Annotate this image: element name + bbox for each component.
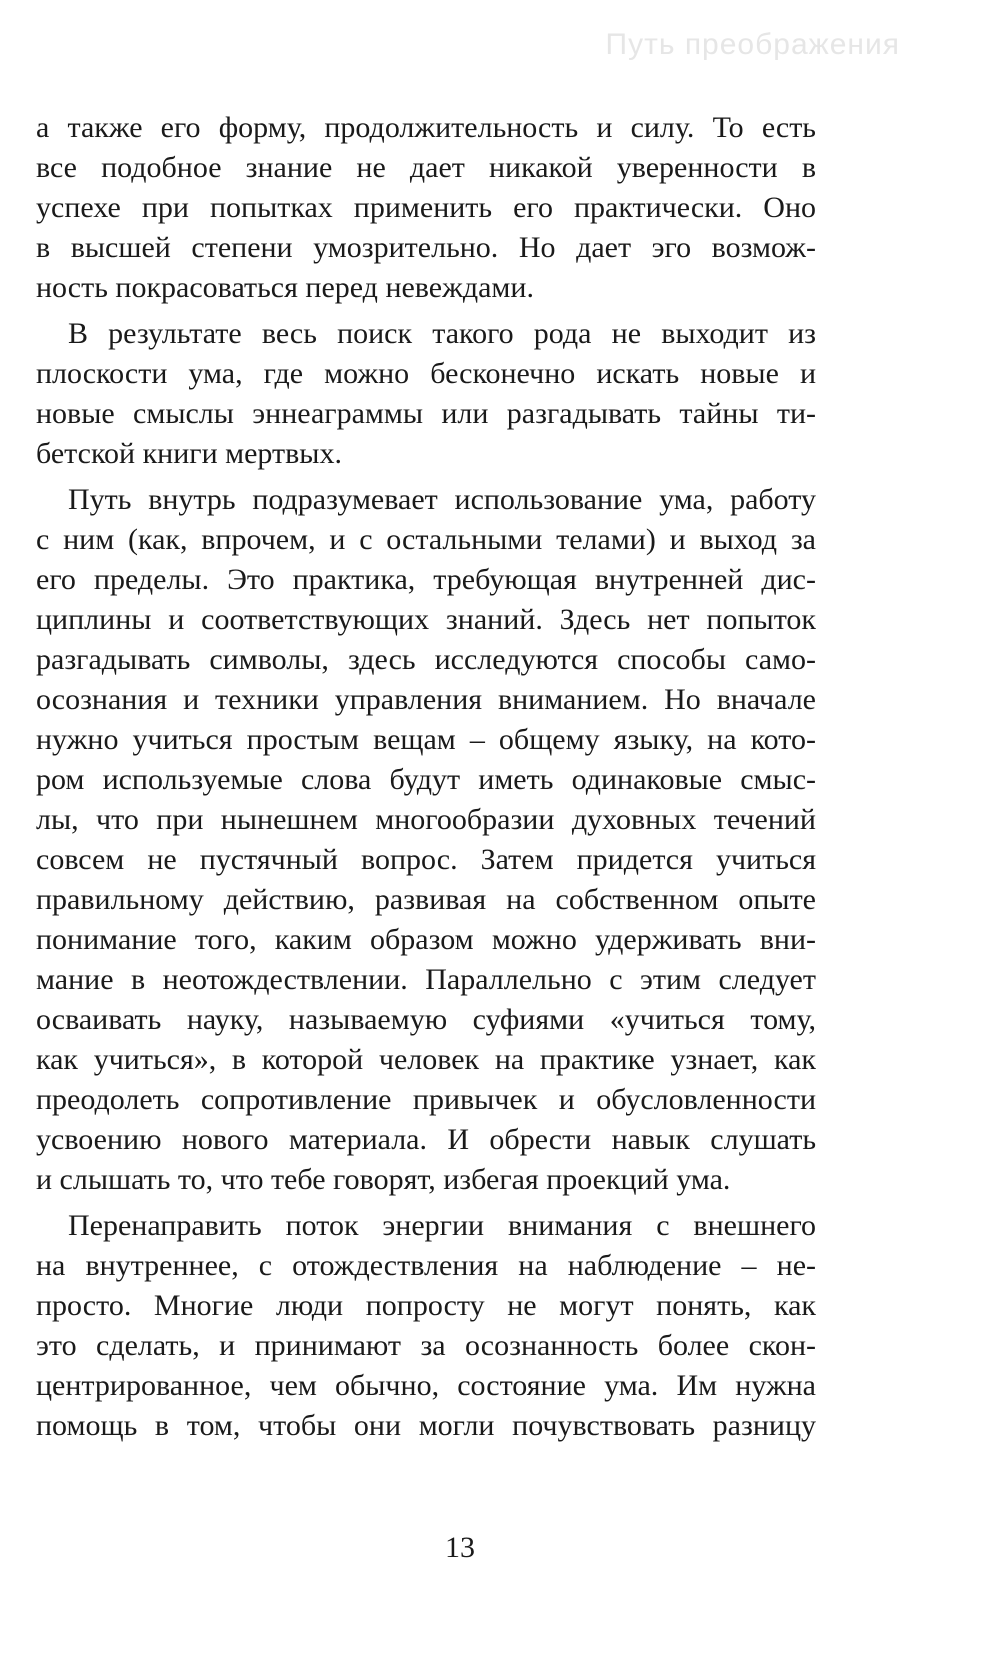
text-line: мание в неотождествлении. Параллельно с этим следует bbox=[36, 963, 816, 996]
paragraph-2 bbox=[36, 314, 816, 474]
text-line: просто. Многие люди попросту не могут понять, как bbox=[36, 1289, 816, 1322]
text-line: правильному действию, развивая на собственном опыте bbox=[36, 883, 816, 916]
text-line: понимание того, каким образом можно удерживать вни- bbox=[36, 923, 816, 956]
body-text bbox=[36, 108, 816, 1452]
text-line: Путь внутрь подразумевает использование ума, работу bbox=[68, 483, 816, 516]
text-line: плоскости ума, где можно бесконечно искать новые и bbox=[36, 357, 816, 390]
text-line: ность покрасоваться перед невеждами. bbox=[36, 271, 534, 304]
text-line: на внутреннее, с отождествления на наблюдение – не- bbox=[36, 1249, 816, 1282]
text-line: усвоению нового материала. И обрести навык слушать bbox=[36, 1123, 816, 1156]
text-line: помощь в том, чтобы они могли почувствовать разницу bbox=[36, 1409, 816, 1442]
text-line: это сделать, и принимают за осознанность более скон- bbox=[36, 1329, 816, 1362]
paragraph-1 bbox=[36, 108, 816, 308]
text-line: как учиться», в которой человек на практике узнает, как bbox=[36, 1043, 816, 1076]
paragraph-4 bbox=[36, 1206, 816, 1446]
text-line: а также его форму, продолжительность и силу. То есть bbox=[36, 111, 816, 144]
text-line: бетской книги мертвых. bbox=[36, 437, 342, 470]
text-line: лы, что при нынешнем многообразии духовных течений bbox=[36, 803, 816, 836]
text-line: успехе при попытках применить его практически. Оно bbox=[36, 191, 816, 224]
paragraph-3 bbox=[36, 480, 816, 1200]
text-line: осознания и техники управления вниманием. Но вначале bbox=[36, 683, 816, 716]
page-number: 13 bbox=[445, 1531, 475, 1564]
text-line: центрированное, чем обычно, состояние ума. Им нужна bbox=[36, 1369, 816, 1402]
text-line: Перенаправить поток энергии внимания с внешнего bbox=[68, 1209, 816, 1242]
text-line: все подобное знание не дает никакой уверенности в bbox=[36, 151, 816, 184]
text-line: разгадывать символы, здесь исследуются способы само- bbox=[36, 643, 816, 676]
text-line: циплины и соответствующих знаний. Здесь нет попыток bbox=[36, 603, 816, 636]
text-line: В результате весь поиск такого рода не выходит из bbox=[68, 317, 816, 350]
text-line: осваивать науку, называемую суфиями «учиться тому, bbox=[36, 1003, 816, 1036]
text-line: с ним (как, впрочем, и с остальными телами) и выход за bbox=[36, 523, 816, 556]
text-line: совсем не пустячный вопрос. Затем придется учиться bbox=[36, 843, 816, 876]
text-line: и слышать то, что тебе говорят, избегая проекций ума. bbox=[36, 1163, 731, 1196]
text-line: нужно учиться простым вещам – общему языку, на кото- bbox=[36, 723, 816, 756]
text-line: в высшей степени умозрительно. Но дает эго возмож- bbox=[36, 231, 816, 264]
text-line: преодолеть сопротивление привычек и обусловленности bbox=[36, 1083, 816, 1116]
running-header: Путь преображения bbox=[605, 28, 900, 61]
text-line: ром используемые слова будут иметь одинаковые смыс- bbox=[36, 763, 816, 796]
text-line: его пределы. Это практика, требующая внутренней дис- bbox=[36, 563, 816, 596]
text-line: новые смыслы эннеаграммы или разгадывать тайны ти- bbox=[36, 397, 816, 430]
